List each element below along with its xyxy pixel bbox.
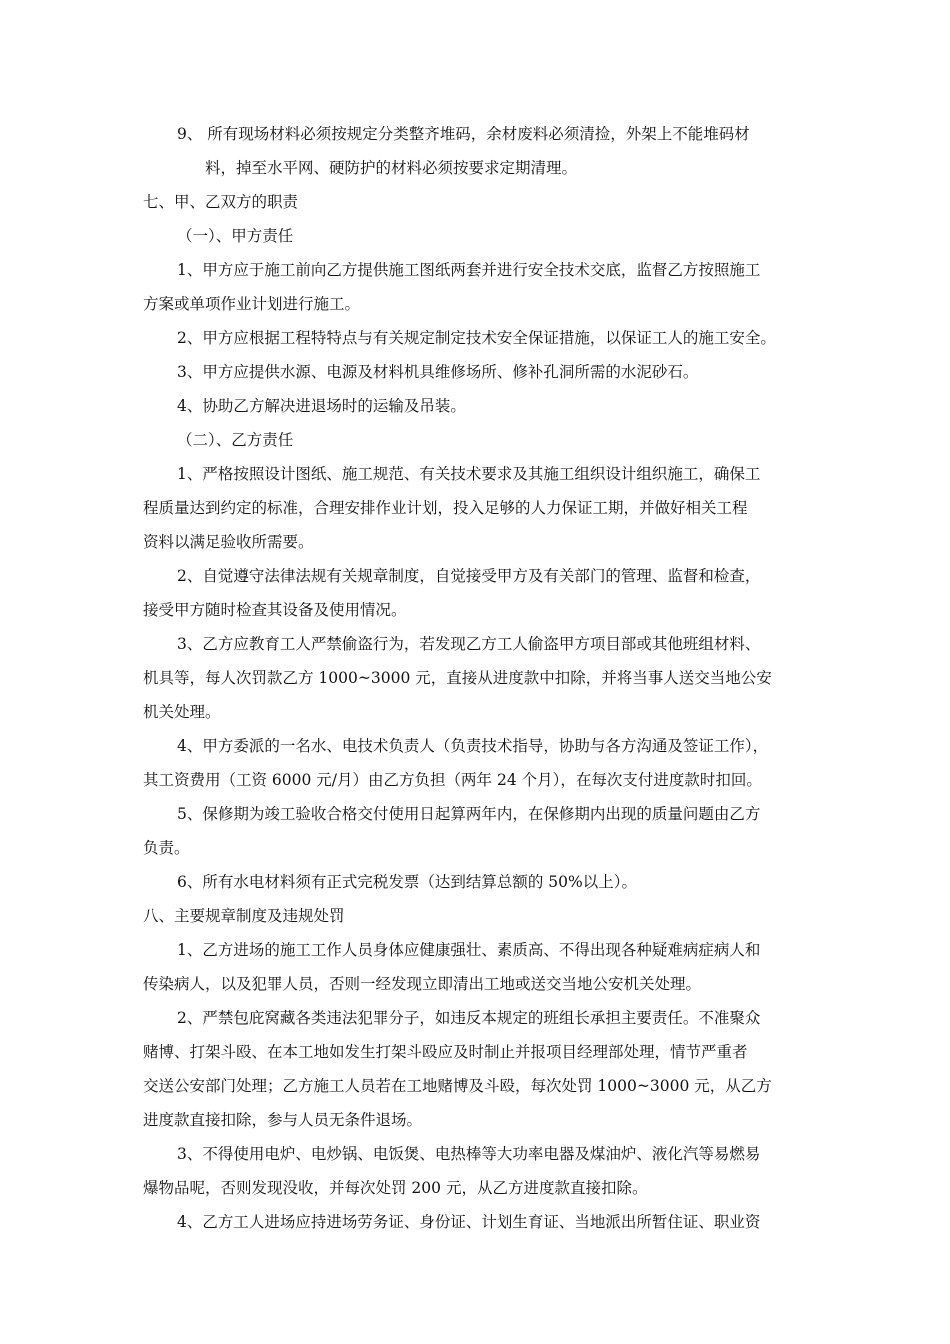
text-line: 2、严禁包庇窝藏各类违法犯罪分子，如违反本规定的班组长承担主要责任。不准聚众 [177, 1009, 761, 1027]
section-heading: 七、甲、乙双方的职责 [143, 193, 299, 211]
text-line: 机具等，每人次罚款乙方 1000~3000 元，直接从进度款中扣除，并将当事人送交当地公安 [143, 669, 772, 687]
text-line: 2、自觉遵守法律法规有关规章制度，自觉接受甲方及有关部门的管理、监督和检查， [177, 567, 761, 585]
text-line: 资料以满足验收所需要。 [143, 533, 314, 551]
text-line: 方案或单项作业计划进行施工。 [143, 295, 361, 313]
text-line: 其工资费用（工资 6000 元/月）由乙方负担（两年 24 个月），在每次支付进度款时扣回。 [143, 771, 762, 789]
text-line: 1、严格按照设计图纸、施工规范、有关技术要求及其施工组织设计组织施工，确保工 [177, 465, 761, 483]
text-line: 爆物品呢，否则发现没收，并每次处罚 200 元，从乙方进度款直接扣除。 [143, 1179, 648, 1197]
text-line: 3、甲方应提供水源、电源及材料机具维修场所、修补孔洞所需的水泥砂石。 [177, 363, 699, 381]
text-line: 2、甲方应根据工程特特点与有关规定制定技术安全保证措施，以保证工人的施工安全。 [177, 329, 776, 347]
text-line: 1、乙方进场的施工工作人员身体应健康强壮、素质高、不得出现各种疑难病症病人和 [177, 941, 761, 959]
text-line: 进度款直接扣除，参与人员无条件退场。 [143, 1111, 423, 1129]
text-line: 料，掉至水平网、硬防护的材料必须按要求定期清理。 [205, 159, 578, 177]
text-line: 交送公安部门处理；乙方施工人员若在工地赌博及斗殴，每次处罚 1000~3000 元，从乙方 [143, 1077, 772, 1095]
text-line: 4、协助乙方解决进退场时的运输及吊装。 [177, 397, 466, 415]
text-line: 接受甲方随时检查其设备及使用情况。 [143, 601, 407, 619]
text-line: 传染病人，以及犯罪人员，否则一经发现立即清出工地或送交当地公安机关处理。 [143, 975, 702, 993]
subsection-heading: （一）、甲方责任 [177, 227, 294, 245]
text-line: 5、保修期为竣工验收合格交付使用日起算两年内，在保修期内出现的质量问题由乙方 [177, 805, 761, 823]
text-line: 赌博、打架斗殴、在本工地如发生打架斗殴应及时制止并报项目经理部处理，情节严重者 [143, 1043, 748, 1061]
subsection-heading: （二）、乙方责任 [177, 431, 294, 449]
text-line: 9、 所有现场材料必须按规定分类整齐堆码，余材废料必须清捡，外架上不能堆码材 [177, 125, 750, 143]
text-line: 4、甲方委派的一名水、电技术负责人（负责技术指导，协助与各方沟通及签证工作）， [177, 737, 769, 755]
text-line: 程质量达到约定的标准，合理安排作业计划，投入足够的人力保证工期，并做好相关工程 [143, 499, 748, 517]
text-line: 机关处理。 [143, 703, 221, 721]
text-line: 1、甲方应于施工前向乙方提供施工图纸两套并进行安全技术交底，监督乙方按照施工 [177, 261, 761, 279]
text-line: 3、不得使用电炉、电炒锅、电饭煲、电热棒等大功率电器及煤油炉、液化汽等易燃易 [177, 1145, 761, 1163]
text-line: 6、所有水电材料须有正式完税发票（达到结算总额的 50%以上）。 [177, 873, 637, 891]
text-line: 负责。 [143, 839, 190, 857]
text-line: 3、乙方应教育工人严禁偷盗行为，若发现乙方工人偷盗甲方项目部或其他班组材料、 [177, 635, 761, 653]
section-heading: 八、主要规章制度及违规处罚 [143, 907, 345, 925]
text-line: 4、乙方工人进场应持进场劳务证、身份证、计划生育证、当地派出所暂住证、职业资 [177, 1213, 761, 1231]
